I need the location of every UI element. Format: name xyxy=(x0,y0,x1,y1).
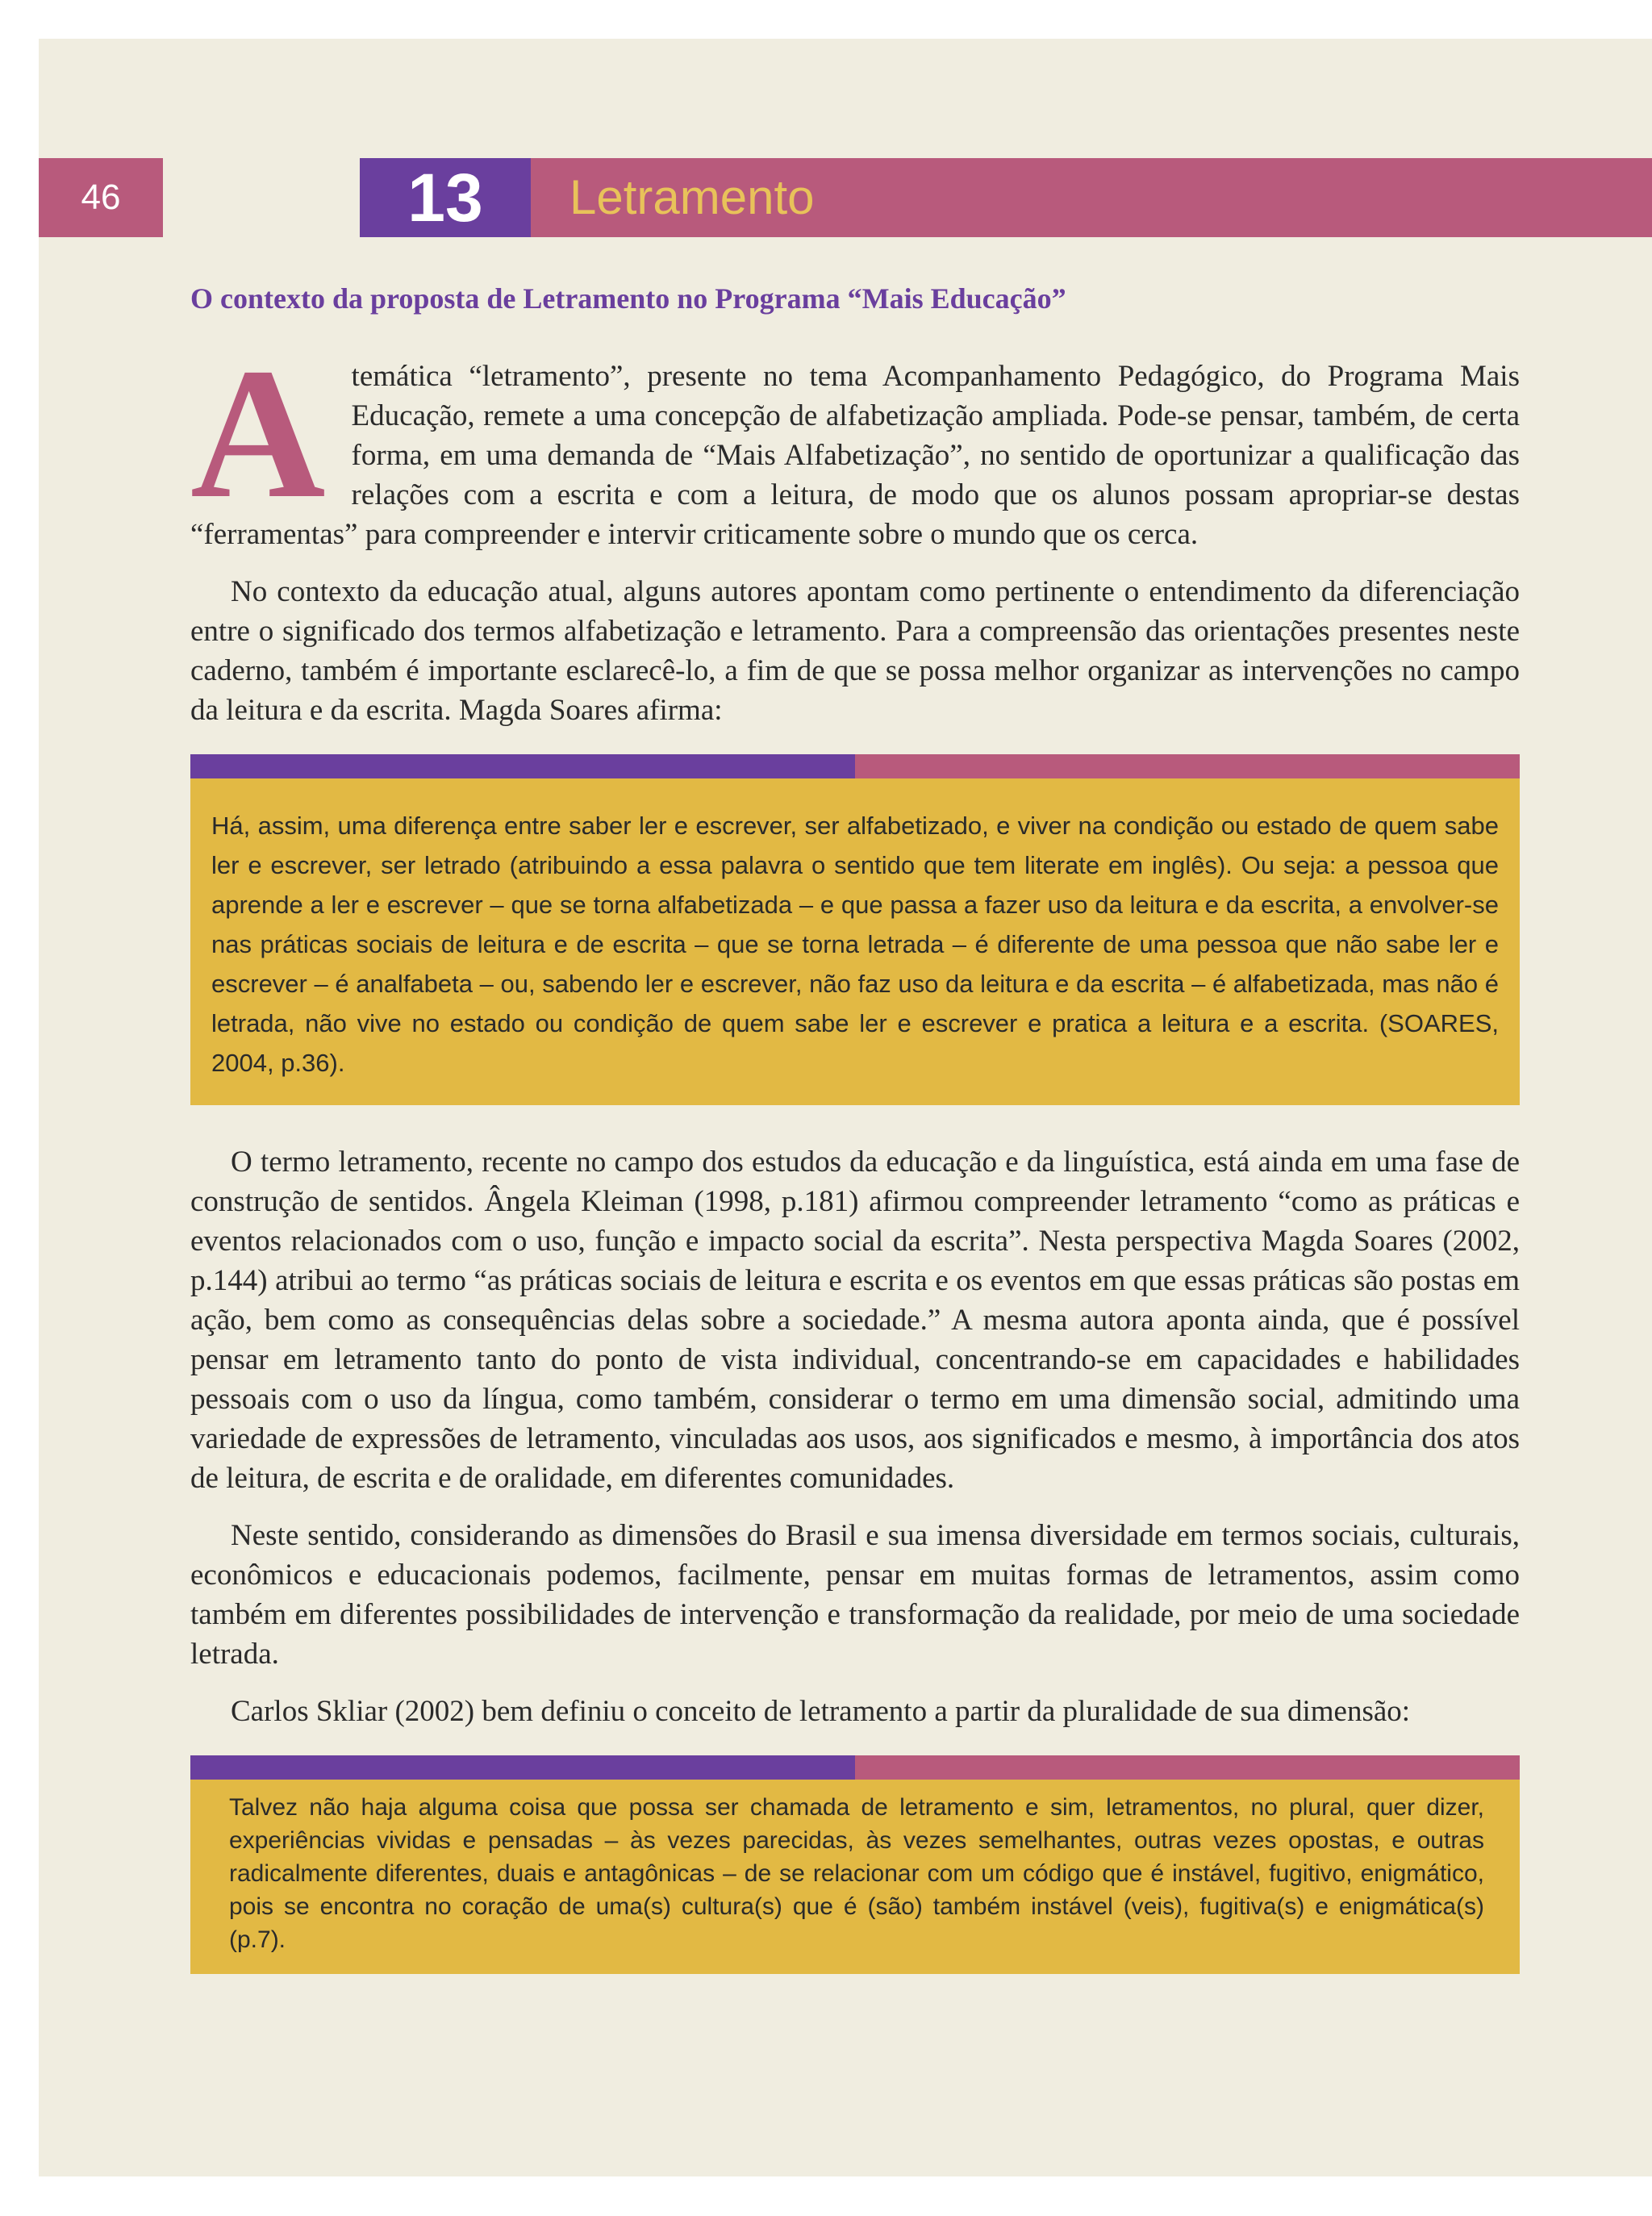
drop-cap: A xyxy=(190,330,326,537)
stripe-pink xyxy=(855,1755,1520,1780)
paragraph-intro-text: temática “letramento”, presente no tema Acompanhamento Pedagógico, do Programa Mais Educação, remete a uma concepção de alfabetização ampliada. Pode-se pensar, também, de certa forma, em uma demanda de “Mais Alfabetização”, no sentido de oportunizar a qualificação das relações com a escrita e com a leitura, de modo que os alunos possam apropriar-se destas “ferramentas” para compreender e intervir criticamente sobre o mundo que os cerca. xyxy=(190,360,1520,551)
quote-block-soares xyxy=(190,754,1520,1105)
paragraph-intro xyxy=(190,330,1520,554)
paragraph-2: No contexto da educação atual, alguns autores apontam como pertinente o entendimento da diferenciação entre o significado dos termos alfabetização e letramento. Para a compreensão das orientações presentes neste caderno, também é importante esclarecê-lo, a fim de que se possa melhor organizar as intervenções no campo da leitura e da escrita. Magda Soares afirma: xyxy=(190,575,1520,727)
stripe-purple xyxy=(190,1755,855,1780)
section-heading: O contexto da proposta de Letramento no Programa “Mais Educação” xyxy=(190,282,1066,315)
quote-stripe xyxy=(190,754,1520,778)
stripe-pink xyxy=(855,754,1520,778)
paragraph-5: Carlos Skliar (2002) bem definiu o conceito de letramento a partir da pluralidade de sua dimensão: xyxy=(231,1695,1411,1728)
quote-text-soares: Há, assim, uma diferença entre saber ler e escrever, ser alfabetizado, e viver na condição ou estado de quem sabe ler e escrever, ser letrado (atribuindo a essa palavra o sentido que tem literate em inglês). Ou seja: a pessoa que aprende a ler e escrever – que se torna alfabetizada – e que passa a fazer uso da leitura e da escrita, a envolver-se nas práticas sociais de leitura e de escrita – que se torna letrada – é diferente de uma pessoa que não sabe ler e escrever – é analfabeta – ou, sabendo ler e escrever, não faz uso da leitura e da escrita – é alfabetizada, mas não é letrada, não vive no estado ou condição de quem sabe ler e escrever e pratica a leitura e a escrita. (SOARES, 2004, p.36). xyxy=(190,778,1520,1105)
page xyxy=(39,39,1652,2176)
chapter-title: Letramento xyxy=(569,170,815,224)
paragraph-3: O termo letramento, recente no campo dos estudos da educação e da linguística, está ainda em uma fase de construção de sentidos. Ângela Kleiman (1998, p.181) afirmou compreender letramento “como as práticas e eventos relacionados com o uso, função e impacto social da escrita”. Nesta perspectiva Magda Soares (2002, p.144) atribui ao termo “as práticas sociais de leitura e escrita e os eventos em que essas práticas são postas em ação, bem como as consequências delas sobre a sociedade.” A mesma autora aponta ainda, que é possível pensar em letramento tanto do ponto de vista individual, concentrando-se em capacidades e habilidades pessoais com o uso da língua, como também, considerar o termo em uma dimensão social, admitindo uma variedade de expressões de letramento, vinculadas aos usos, aos significados e mesmo, à importância dos atos de leitura, de escrita e de oralidade, em diferentes comunidades. xyxy=(190,1146,1520,1495)
paragraph-4: Neste sentido, considerando as dimensões do Brasil e sua imensa diversidade em termos sociais, culturais, econômicos e educacionais podemos, facilmente, pensar em muitas formas de letramentos, assim como também em diferentes possibilidades de intervenção e transformação da realidade, por meio de uma sociedade letrada. xyxy=(190,1519,1520,1671)
chapter-number: 13 xyxy=(360,158,531,237)
page-number: 46 xyxy=(39,158,163,237)
main-content xyxy=(190,281,1520,2011)
stripe-purple xyxy=(190,754,855,778)
quote-block-skliar xyxy=(190,1755,1520,1974)
quote-stripe xyxy=(190,1755,1520,1780)
chapter-header xyxy=(360,158,1652,237)
quote-text-skliar: Talvez não haja alguma coisa que possa ser chamada de letramento e sim, letramentos, no plural, quer dizer, experiências vividas e pensadas – às vezes parecidas, às vezes semelhantes, outras vezes opostas, e outras radicalmente diferentes, duais e antagônicas – de se relacionar com um código que é instável, fugitivo, enigmático, pois se encontra no coração de uma(s) cultura(s) que é (são) também instável (veis), fugitiva(s) e enigmática(s) (p.7). xyxy=(190,1780,1520,1974)
